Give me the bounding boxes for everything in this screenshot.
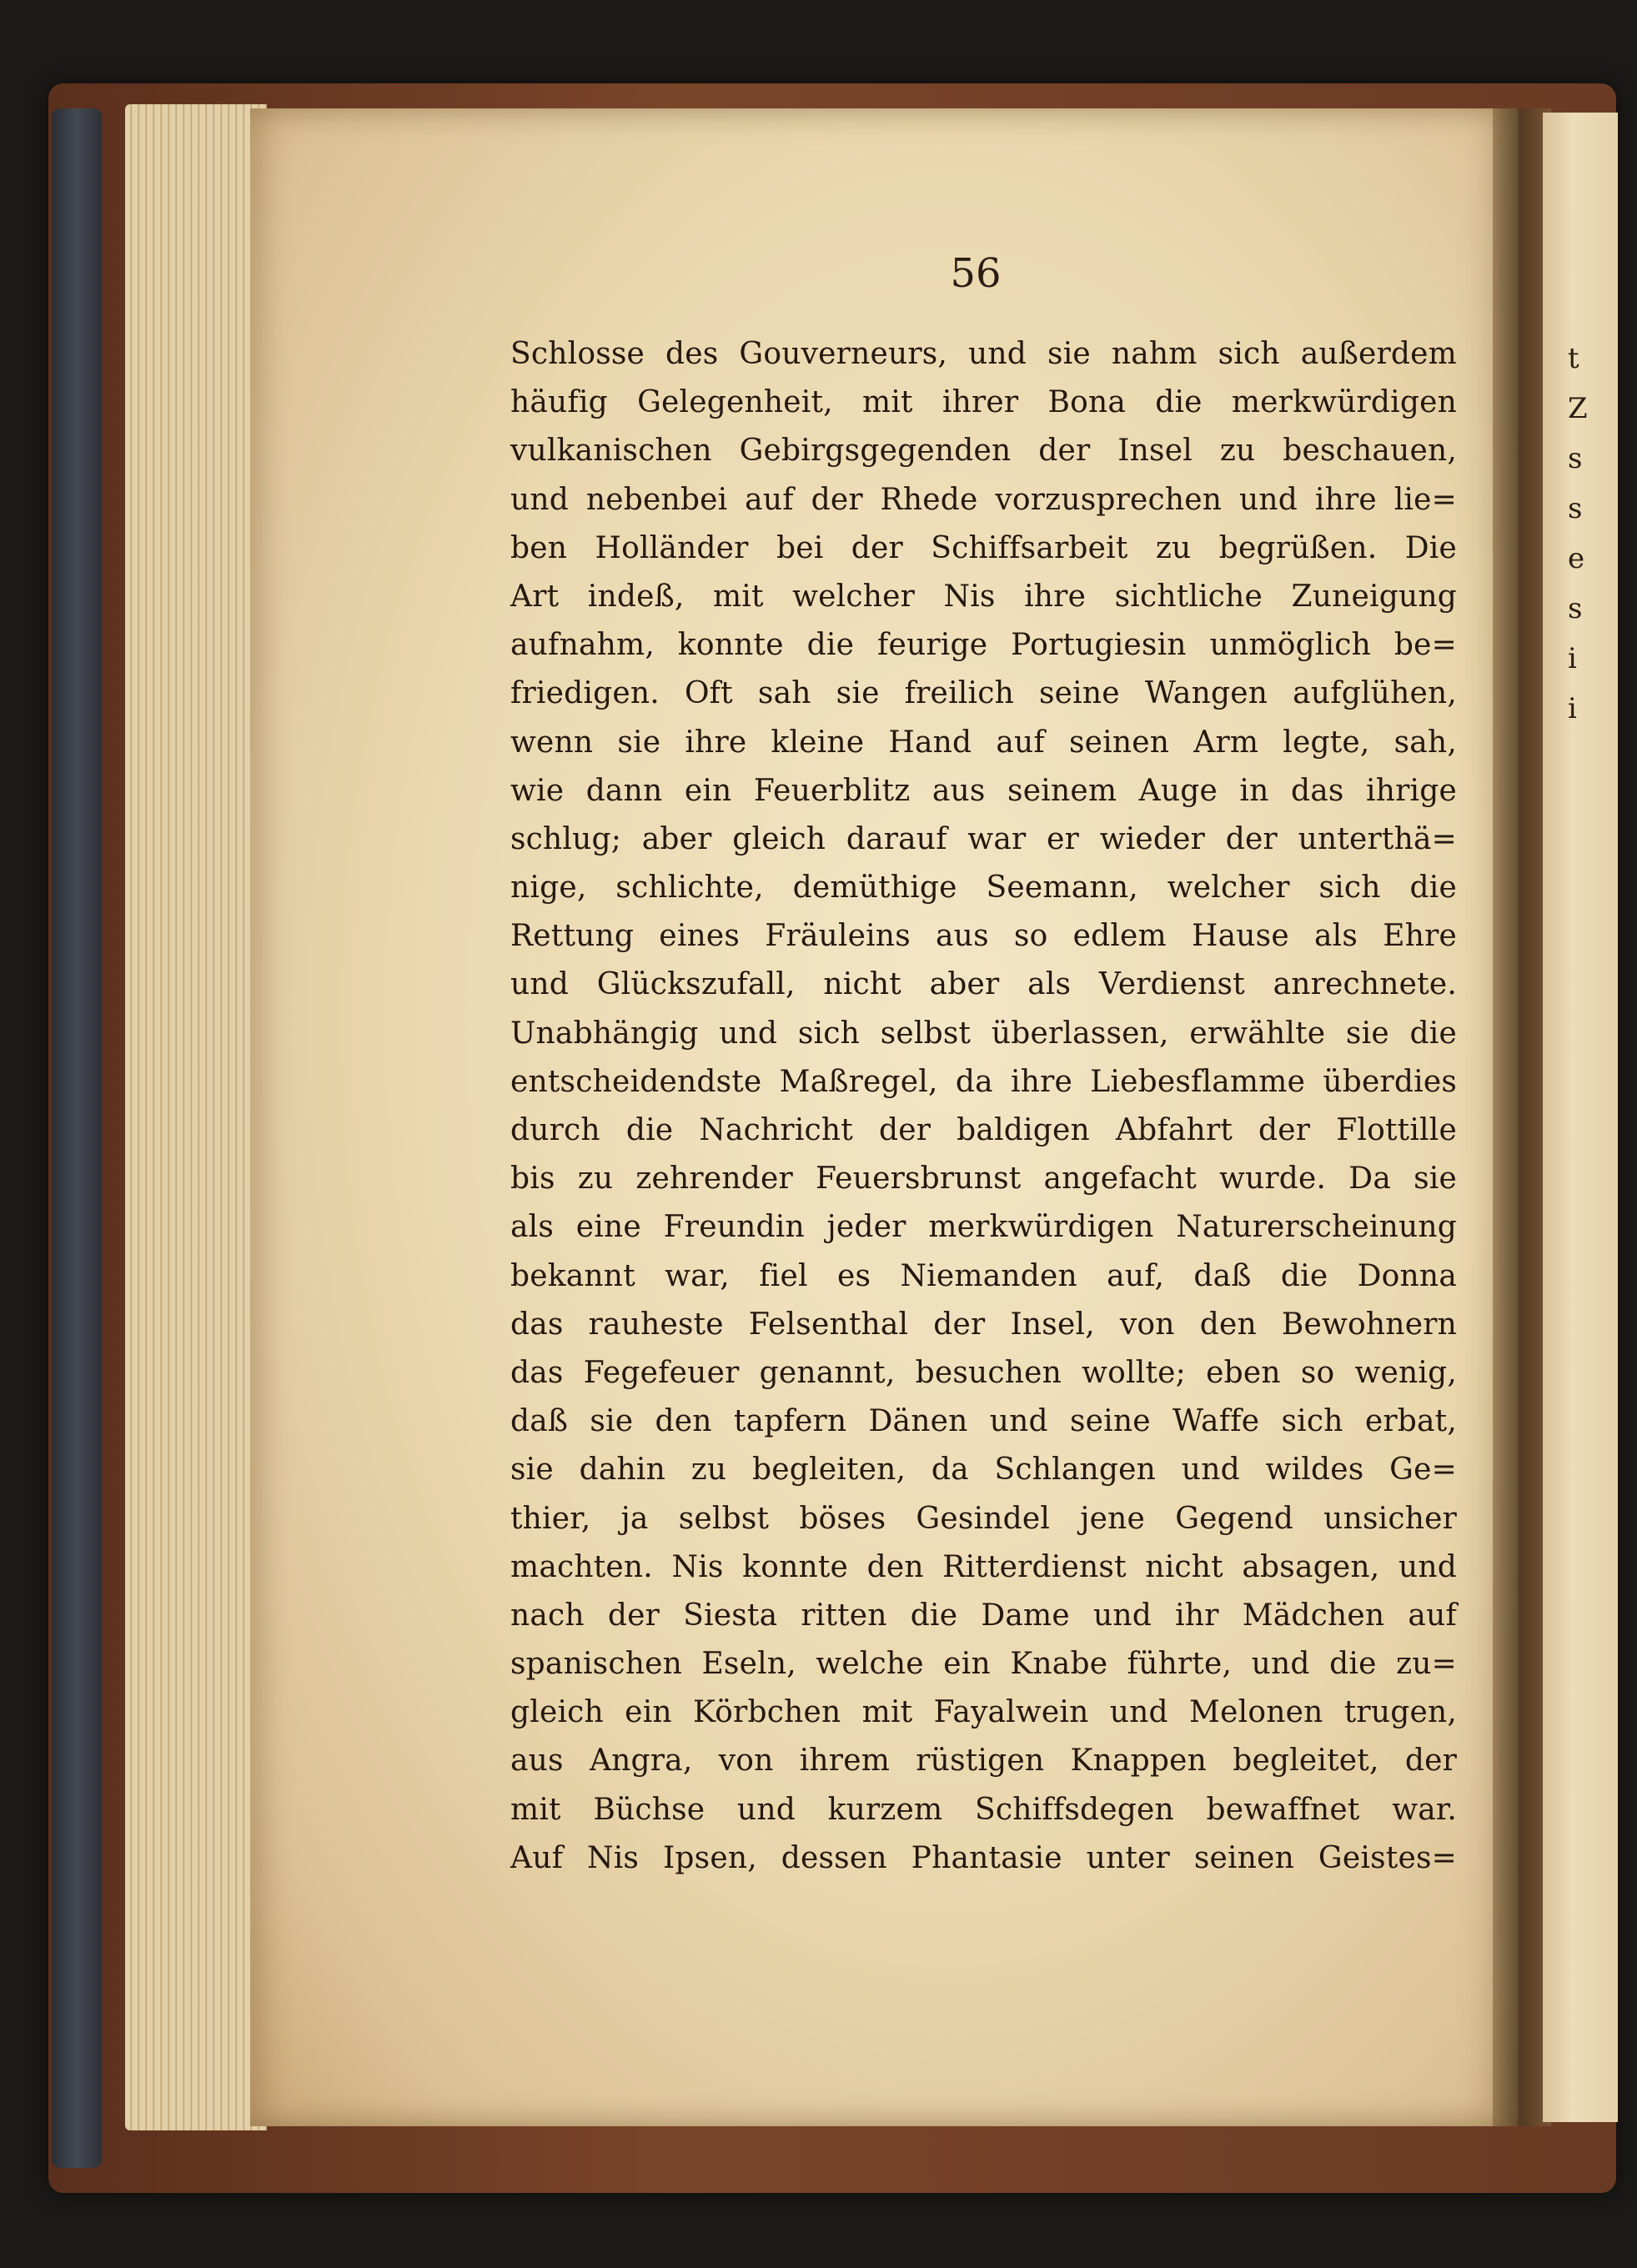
text-line: bekannt war, fiel es Niemanden auf, daß die Donna [510, 1258, 1457, 1293]
text-line: aufnahm, konnte die feurige Portugiesin unmöglich be= [510, 628, 1457, 663]
text-line: entscheidendste Maßregel, da ihre Liebesflamme überdies [510, 1064, 1457, 1099]
text-line: sie dahin zu begleiten, da Schlangen und wildes Ge= [510, 1453, 1457, 1488]
text-line: das rauheste Felsenthal der Insel, von den Bewohnern [510, 1307, 1457, 1342]
text-line: und Glückszufall, nicht aber als Verdienst anrechnete. [510, 967, 1457, 1002]
text-line: Art indeß, mit welcher Nis ihre sichtliche Zuneigung [510, 579, 1457, 614]
text-line: schlug; aber gleich darauf war er wieder der unterthä= [510, 821, 1457, 856]
text-line: Rettung eines Fräuleins aus so edlem Hause als Ehre [510, 919, 1457, 954]
text-line: friedigen. Oft sah sie freilich seine Wangen aufglühen, [510, 676, 1457, 711]
facing-page-glyph: s [1568, 492, 1583, 525]
body-text [510, 330, 1457, 1883]
text-line: Schlosse des Gouverneurs, und sie nahm sich außerdem [510, 337, 1457, 371]
facing-page-glyph: e [1568, 542, 1585, 575]
facing-page-glyph: t [1568, 342, 1579, 375]
text-line: durch die Nachricht der baldigen Abfahrt der Flottille [510, 1113, 1457, 1147]
facing-page-glyph: Z [1568, 392, 1588, 425]
text-line: machten. Nis konnte den Ritterdienst nicht absagen, und [510, 1549, 1457, 1584]
text-line: thier, ja selbst böses Gesindel jene Gegend unsicher [510, 1501, 1457, 1536]
text-line: daß sie den tapfern Dänen und seine Waffe sich erbat, [510, 1404, 1457, 1439]
text-line: nige, schlichte, demüthige Seemann, welcher sich die [510, 871, 1457, 906]
text-line: gleich ein Körbchen mit Fayalwein und Melonen trugen, [510, 1695, 1457, 1730]
facing-page-glyph: i [1568, 692, 1577, 725]
text-line: häufig Gelegenheit, mit ihrer Bona die merkwürdigen [510, 385, 1457, 420]
text-line: bis zu zehrender Feuersbrunst angefacht wurde. Da sie [510, 1162, 1457, 1197]
facing-page-glyph: s [1568, 592, 1583, 625]
text-line: Unabhängig und sich selbst überlassen, erwählte sie die [510, 1016, 1457, 1051]
text-line: vulkanischen Gebirgsgegenden der Insel zu beschauen, [510, 434, 1457, 469]
text-line: ben Holländer bei der Schiffsarbeit zu begrüßen. Die [510, 530, 1457, 565]
facing-page-edge [1543, 113, 1618, 2122]
facing-page-glyph: i [1568, 642, 1577, 675]
text-line: spanischen Eseln, welche ein Knabe führte, und die zu= [510, 1647, 1457, 1682]
text-line: das Fegefeuer genannt, besuchen wollte; eben so wenig, [510, 1355, 1457, 1390]
facing-page-glyph: s [1568, 442, 1583, 475]
text-line: als eine Freundin jeder merkwürdigen Naturerscheinung [510, 1210, 1457, 1245]
text-line: aus Angra, von ihrem rüstigen Knappen begleitet, der [510, 1744, 1457, 1779]
text-line: wie dann ein Feuerblitz aus seinem Auge in das ihrige [510, 773, 1457, 808]
text-line: nach der Siesta ritten die Dame und ihr Mädchen auf [510, 1598, 1457, 1633]
book-spine [52, 108, 102, 2168]
text-line: und nebenbei auf der Rhede vorzusprechen und ihre lie= [510, 482, 1457, 517]
page-number: 56 [950, 250, 1002, 297]
text-line: wenn sie ihre kleine Hand auf seinen Arm legte, sah, [510, 725, 1457, 760]
text-line: mit Büchse und kurzem Schiffsdegen bewaffnet war. [510, 1792, 1457, 1827]
page-edges [125, 104, 267, 2130]
text-line: Auf Nis Ipsen, dessen Phantasie unter seinen Geistes= [510, 1840, 1457, 1875]
